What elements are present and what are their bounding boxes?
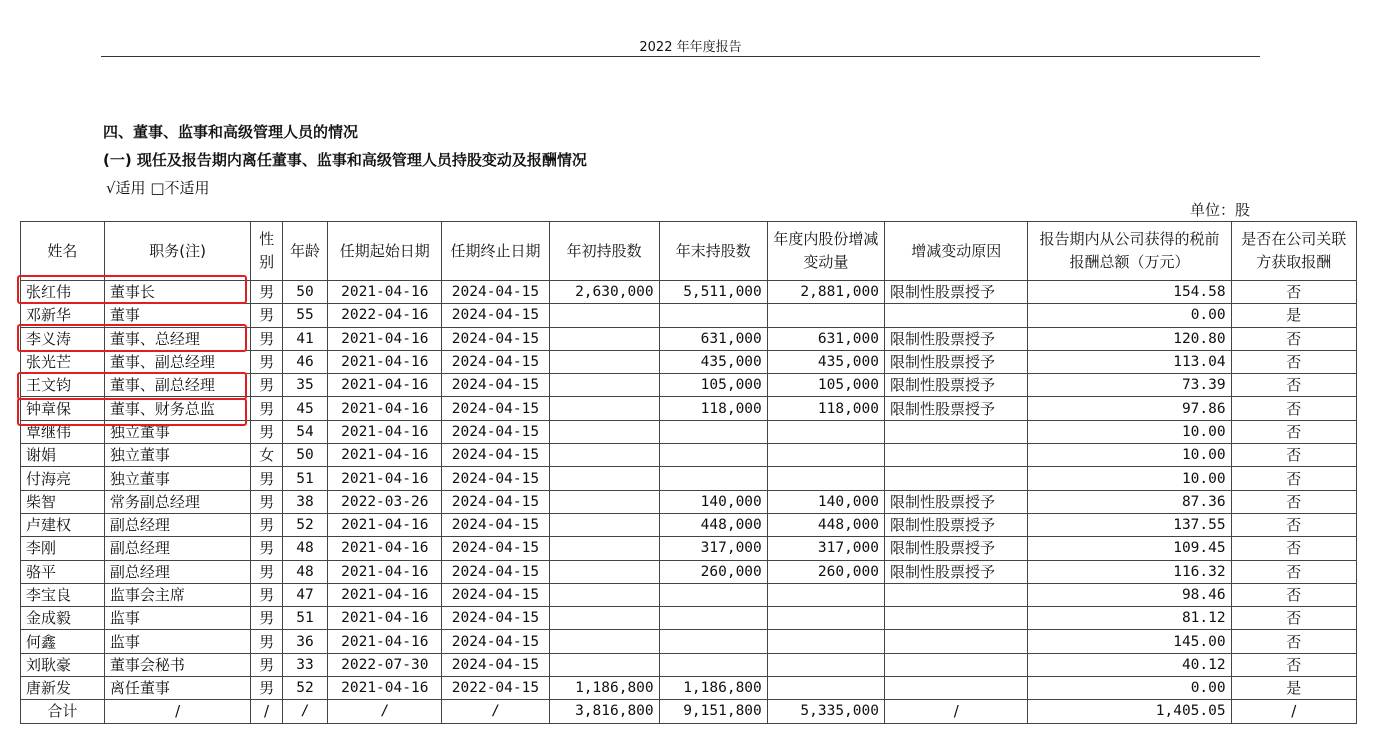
cell-position: / <box>104 700 251 723</box>
col-header-compensation: 报告期内从公司获得的税前报酬总额（万元） <box>1028 222 1231 281</box>
cell-term-end: / <box>442 700 549 723</box>
cell-shares-end: 448,000 <box>659 513 767 536</box>
cell-shares-end <box>659 607 767 630</box>
col-header-shares-end: 年末持股数 <box>659 222 767 281</box>
cell-term-start: 2021-04-16 <box>328 420 442 443</box>
cell-age: 51 <box>282 467 327 490</box>
cell-shares-end <box>659 630 767 653</box>
cell-change-reason: 限制性股票授予 <box>884 560 1028 583</box>
cell-compensation: 87.36 <box>1028 490 1231 513</box>
cell-name: 张光芒 <box>21 350 105 373</box>
cell-shares-change <box>767 444 884 467</box>
cell-gender: 男 <box>251 607 282 630</box>
cell-related-party: 否 <box>1231 467 1356 490</box>
cell-compensation: 10.00 <box>1028 467 1231 490</box>
cell-name: 覃继伟 <box>21 420 105 443</box>
cell-compensation: 154.58 <box>1028 281 1231 304</box>
cell-shares-end: 631,000 <box>659 327 767 350</box>
cell-name: 王文钧 <box>21 374 105 397</box>
cell-age: 36 <box>282 630 327 653</box>
cell-shares-end <box>659 467 767 490</box>
cell-name: 李义涛 <box>21 327 105 350</box>
cell-related-party: 否 <box>1231 607 1356 630</box>
table-row <box>21 513 1357 536</box>
cell-shares-begin <box>549 350 659 373</box>
cell-shares-end <box>659 420 767 443</box>
cell-change-reason <box>884 304 1028 327</box>
cell-change-reason: 限制性股票授予 <box>884 374 1028 397</box>
cell-compensation: 120.80 <box>1028 327 1231 350</box>
cell-term-end: 2024-04-15 <box>442 653 549 676</box>
cell-compensation: 0.00 <box>1028 304 1231 327</box>
cell-compensation: 73.39 <box>1028 374 1231 397</box>
col-header-shares-change: 年度内股份增减变动量 <box>767 222 884 281</box>
cell-position: 监事 <box>104 630 251 653</box>
cell-shares-begin <box>549 374 659 397</box>
table-header-row <box>21 222 1357 281</box>
cell-position: 董事、副总经理 <box>104 350 251 373</box>
table-row <box>21 537 1357 560</box>
cell-shares-begin <box>549 304 659 327</box>
cell-term-start: 2021-04-16 <box>328 350 442 373</box>
cell-age: 52 <box>282 677 327 700</box>
cell-term-start: 2022-03-26 <box>328 490 442 513</box>
cell-related-party: 否 <box>1231 350 1356 373</box>
cell-related-party: 否 <box>1231 374 1356 397</box>
cell-gender: 男 <box>251 374 282 397</box>
cell-position: 董事长 <box>104 281 251 304</box>
cell-change-reason <box>884 444 1028 467</box>
cell-term-end: 2024-04-15 <box>442 583 549 606</box>
cell-related-party: 是 <box>1231 304 1356 327</box>
cell-shares-begin <box>549 537 659 560</box>
cell-gender: 男 <box>251 304 282 327</box>
subsection-title: (一) 现任及报告期内离任董事、监事和高级管理人员持股变动及报酬情况 <box>103 151 587 169</box>
table-row <box>21 653 1357 676</box>
cell-gender: 男 <box>251 630 282 653</box>
col-header-shares-begin: 年初持股数 <box>549 222 659 281</box>
cell-shares-change <box>767 607 884 630</box>
cell-shares-change: 317,000 <box>767 537 884 560</box>
cell-compensation: 97.86 <box>1028 397 1231 420</box>
cell-term-end: 2024-04-15 <box>442 281 549 304</box>
col-header-gender: 性别 <box>251 222 282 281</box>
cell-change-reason <box>884 583 1028 606</box>
cell-name: 钟章保 <box>21 397 105 420</box>
cell-shares-change: 5,335,000 <box>767 700 884 723</box>
cell-related-party: 否 <box>1231 490 1356 513</box>
cell-age: 45 <box>282 397 327 420</box>
cell-term-start: 2021-04-16 <box>328 607 442 630</box>
highlight-box-row-3 <box>17 324 247 352</box>
table-row <box>21 583 1357 606</box>
cell-change-reason <box>884 420 1028 443</box>
cell-shares-end <box>659 653 767 676</box>
table-row <box>21 467 1357 490</box>
cell-shares-end: 9,151,800 <box>659 700 767 723</box>
cell-age: 48 <box>282 560 327 583</box>
cell-shares-change <box>767 304 884 327</box>
cell-age: 55 <box>282 304 327 327</box>
cell-shares-change <box>767 677 884 700</box>
cell-compensation: 113.04 <box>1028 350 1231 373</box>
table-row <box>21 630 1357 653</box>
cell-shares-begin <box>549 560 659 583</box>
cell-shares-change: 118,000 <box>767 397 884 420</box>
cell-position: 董事、财务总监 <box>104 397 251 420</box>
cell-term-start: 2021-04-16 <box>328 444 442 467</box>
cell-name: 张红伟 <box>21 281 105 304</box>
cell-age: 47 <box>282 583 327 606</box>
highlight-box-row-1 <box>17 275 247 304</box>
col-header-term-start: 任期起始日期 <box>328 222 442 281</box>
cell-shares-begin <box>549 467 659 490</box>
cell-shares-change: 448,000 <box>767 513 884 536</box>
col-header-related-party: 是否在公司关联方获取报酬 <box>1231 222 1356 281</box>
cell-related-party: 否 <box>1231 420 1356 443</box>
cell-term-start: 2021-04-16 <box>328 560 442 583</box>
cell-shares-end: 118,000 <box>659 397 767 420</box>
cell-term-start: 2021-04-16 <box>328 281 442 304</box>
cell-position: 副总经理 <box>104 560 251 583</box>
cell-shares-change: 260,000 <box>767 560 884 583</box>
cell-position: 常务副总经理 <box>104 490 251 513</box>
cell-shares-end: 140,000 <box>659 490 767 513</box>
cell-age: 46 <box>282 350 327 373</box>
cell-age: 41 <box>282 327 327 350</box>
cell-shares-begin <box>549 607 659 630</box>
cell-term-end: 2024-04-15 <box>442 630 549 653</box>
cell-name: 骆平 <box>21 560 105 583</box>
cell-related-party: 否 <box>1231 513 1356 536</box>
cell-name: 邓新华 <box>21 304 105 327</box>
cell-change-reason <box>884 653 1028 676</box>
cell-related-party: 否 <box>1231 583 1356 606</box>
cell-gender: 男 <box>251 513 282 536</box>
cell-shares-begin: 2,630,000 <box>549 281 659 304</box>
cell-shares-change <box>767 583 884 606</box>
table-row <box>21 607 1357 630</box>
cell-related-party: 否 <box>1231 397 1356 420</box>
cell-related-party: 否 <box>1231 327 1356 350</box>
cell-age: 51 <box>282 607 327 630</box>
cell-compensation: 40.12 <box>1028 653 1231 676</box>
cell-name: 柴智 <box>21 490 105 513</box>
cell-related-party: 否 <box>1231 444 1356 467</box>
cell-gender: 男 <box>251 350 282 373</box>
cell-shares-change <box>767 467 884 490</box>
cell-position: 监事会主席 <box>104 583 251 606</box>
cell-position: 独立董事 <box>104 420 251 443</box>
cell-compensation: 116.32 <box>1028 560 1231 583</box>
table-row <box>21 560 1357 583</box>
cell-term-end: 2022-04-15 <box>442 677 549 700</box>
cell-term-start: 2021-04-16 <box>328 327 442 350</box>
cell-shares-begin: 1,186,800 <box>549 677 659 700</box>
cell-related-party: 否 <box>1231 630 1356 653</box>
cell-gender: 男 <box>251 467 282 490</box>
cell-gender: 男 <box>251 327 282 350</box>
cell-name: 何鑫 <box>21 630 105 653</box>
cell-shares-begin <box>549 513 659 536</box>
cell-term-end: 2024-04-15 <box>442 350 549 373</box>
cell-term-start: 2021-04-16 <box>328 397 442 420</box>
cell-gender: 男 <box>251 537 282 560</box>
col-header-term-end: 任期终止日期 <box>442 222 549 281</box>
cell-change-reason <box>884 607 1028 630</box>
cell-compensation: 0.00 <box>1028 677 1231 700</box>
cell-age: 35 <box>282 374 327 397</box>
cell-change-reason: / <box>884 700 1028 723</box>
cell-shares-change <box>767 630 884 653</box>
applicability-checkbox: √适用 □不适用 <box>106 179 210 197</box>
cell-compensation: 109.45 <box>1028 537 1231 560</box>
cell-shares-end: 435,000 <box>659 350 767 373</box>
cell-term-start: 2021-04-16 <box>328 537 442 560</box>
cell-shares-begin <box>549 444 659 467</box>
cell-related-party: 否 <box>1231 560 1356 583</box>
cell-name: 金成毅 <box>21 607 105 630</box>
cell-term-end: 2024-04-15 <box>442 467 549 490</box>
cell-shares-end: 5,511,000 <box>659 281 767 304</box>
col-header-position: 职务(注) <box>104 222 251 281</box>
cell-position: 董事 <box>104 304 251 327</box>
cell-related-party: 否 <box>1231 653 1356 676</box>
cell-shares-end: 105,000 <box>659 374 767 397</box>
cell-term-start: 2022-04-16 <box>328 304 442 327</box>
table-row <box>21 677 1357 700</box>
col-header-change-reason: 增减变动原因 <box>884 222 1028 281</box>
cell-name: 李刚 <box>21 537 105 560</box>
cell-compensation: 10.00 <box>1028 420 1231 443</box>
cell-gender: 男 <box>251 420 282 443</box>
cell-term-end: 2024-04-15 <box>442 537 549 560</box>
cell-shares-end: 260,000 <box>659 560 767 583</box>
cell-change-reason: 限制性股票授予 <box>884 490 1028 513</box>
cell-shares-end: 1,186,800 <box>659 677 767 700</box>
cell-term-end: 2024-04-15 <box>442 397 549 420</box>
cell-shares-begin <box>549 630 659 653</box>
cell-shares-change <box>767 653 884 676</box>
cell-shares-change: 105,000 <box>767 374 884 397</box>
cell-position: 监事 <box>104 607 251 630</box>
cell-shares-begin <box>549 490 659 513</box>
cell-term-start: 2021-04-16 <box>328 583 442 606</box>
cell-age: 48 <box>282 537 327 560</box>
cell-shares-change: 140,000 <box>767 490 884 513</box>
table-total-row <box>21 700 1357 723</box>
cell-term-end: 2024-04-15 <box>442 513 549 536</box>
cell-related-party: / <box>1231 700 1356 723</box>
cell-related-party: 否 <box>1231 537 1356 560</box>
cell-compensation: 81.12 <box>1028 607 1231 630</box>
cell-age: 38 <box>282 490 327 513</box>
cell-compensation: 10.00 <box>1028 444 1231 467</box>
cell-name: 付海亮 <box>21 467 105 490</box>
cell-change-reason: 限制性股票授予 <box>884 397 1028 420</box>
cell-change-reason: 限制性股票授予 <box>884 350 1028 373</box>
cell-change-reason: 限制性股票授予 <box>884 513 1028 536</box>
cell-name: 李宝良 <box>21 583 105 606</box>
cell-term-end: 2024-04-15 <box>442 490 549 513</box>
cell-shares-begin <box>549 397 659 420</box>
cell-gender: 男 <box>251 281 282 304</box>
cell-term-end: 2024-04-15 <box>442 420 549 443</box>
cell-age: 50 <box>282 281 327 304</box>
cell-compensation: 137.55 <box>1028 513 1231 536</box>
cell-shares-end <box>659 304 767 327</box>
cell-compensation: 1,405.05 <box>1028 700 1231 723</box>
cell-age: 54 <box>282 420 327 443</box>
cell-gender: 女 <box>251 444 282 467</box>
table-row <box>21 490 1357 513</box>
cell-term-start: 2021-04-16 <box>328 677 442 700</box>
highlight-box-row-6 <box>17 398 247 426</box>
cell-shares-begin: 3,816,800 <box>549 700 659 723</box>
cell-shares-change <box>767 420 884 443</box>
highlight-box-row-5 <box>17 372 247 400</box>
cell-term-start: 2021-04-16 <box>328 513 442 536</box>
cell-gender: 男 <box>251 560 282 583</box>
cell-gender: 男 <box>251 490 282 513</box>
cell-position: 董事会秘书 <box>104 653 251 676</box>
cell-name: 合计 <box>21 700 105 723</box>
cell-term-start: 2022-07-30 <box>328 653 442 676</box>
cell-term-start: 2021-04-16 <box>328 467 442 490</box>
cell-shares-begin <box>549 327 659 350</box>
cell-shares-begin <box>549 653 659 676</box>
cell-name: 卢建权 <box>21 513 105 536</box>
cell-gender: 男 <box>251 677 282 700</box>
cell-change-reason: 限制性股票授予 <box>884 537 1028 560</box>
cell-position: 董事、总经理 <box>104 327 251 350</box>
table-row <box>21 350 1357 373</box>
cell-name: 刘耿豪 <box>21 653 105 676</box>
cell-shares-end: 317,000 <box>659 537 767 560</box>
cell-position: 副总经理 <box>104 537 251 560</box>
cell-gender: 男 <box>251 397 282 420</box>
cell-term-end: 2024-04-15 <box>442 560 549 583</box>
cell-shares-change: 631,000 <box>767 327 884 350</box>
col-header-age: 年龄 <box>282 222 327 281</box>
cell-gender: 男 <box>251 653 282 676</box>
cell-term-end: 2024-04-15 <box>442 327 549 350</box>
cell-position: 副总经理 <box>104 513 251 536</box>
cell-name: 谢娟 <box>21 444 105 467</box>
cell-shares-change: 435,000 <box>767 350 884 373</box>
cell-term-end: 2024-04-15 <box>442 444 549 467</box>
cell-change-reason: 限制性股票授予 <box>884 327 1028 350</box>
cell-shares-begin <box>549 420 659 443</box>
cell-shares-end <box>659 444 767 467</box>
cell-change-reason: 限制性股票授予 <box>884 281 1028 304</box>
cell-shares-end <box>659 583 767 606</box>
cell-age: / <box>282 700 327 723</box>
cell-change-reason <box>884 467 1028 490</box>
cell-change-reason <box>884 677 1028 700</box>
unit-label: 单位：股 <box>1190 201 1251 219</box>
header-divider <box>101 56 1260 57</box>
cell-compensation: 98.46 <box>1028 583 1231 606</box>
cell-position: 离任董事 <box>104 677 251 700</box>
table-row <box>21 444 1357 467</box>
cell-term-start: 2021-04-16 <box>328 374 442 397</box>
col-header-name: 姓名 <box>21 222 105 281</box>
cell-related-party: 是 <box>1231 677 1356 700</box>
cell-name: 唐新发 <box>21 677 105 700</box>
cell-gender: / <box>251 700 282 723</box>
cell-term-start: 2021-04-16 <box>328 630 442 653</box>
cell-age: 50 <box>282 444 327 467</box>
cell-related-party: 否 <box>1231 281 1356 304</box>
cell-position: 独立董事 <box>104 467 251 490</box>
cell-term-end: 2024-04-15 <box>442 374 549 397</box>
cell-age: 33 <box>282 653 327 676</box>
cell-change-reason <box>884 630 1028 653</box>
cell-position: 董事、副总经理 <box>104 374 251 397</box>
cell-compensation: 145.00 <box>1028 630 1231 653</box>
cell-position: 独立董事 <box>104 444 251 467</box>
cell-gender: 男 <box>251 583 282 606</box>
cell-age: 52 <box>282 513 327 536</box>
section-title: 四、董事、监事和高级管理人员的情况 <box>103 123 359 141</box>
cell-term-start: / <box>328 700 442 723</box>
report-header: 2022 年年度报告 <box>639 40 742 55</box>
cell-term-end: 2024-04-15 <box>442 607 549 630</box>
cell-shares-begin <box>549 583 659 606</box>
cell-shares-change: 2,881,000 <box>767 281 884 304</box>
cell-term-end: 2024-04-15 <box>442 304 549 327</box>
